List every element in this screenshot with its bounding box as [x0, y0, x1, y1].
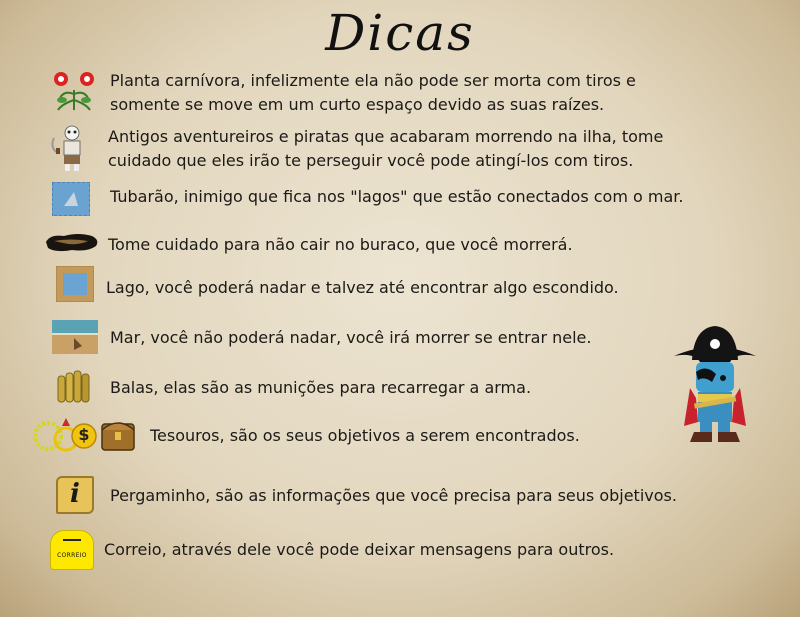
tip-scroll-text: Pergaminho, são as informações que você precisa para seus objetivos. — [110, 486, 677, 505]
pirate-character-illustration — [670, 322, 760, 446]
shark-tile-icon — [52, 182, 90, 216]
coin-dollar-label: $ — [78, 425, 90, 444]
tip-skeleton-text: Antigos aventureiros e piratas que acabaram morrendo na ilha, tome cuidado que eles irão te perseguir você pode atingí-los com tiros. — [108, 127, 664, 170]
lake-tile-icon — [56, 266, 94, 302]
tip-hole-text: Tome cuidado para não cair no buraco, que você morrerá. — [108, 235, 573, 254]
skeleton-pirate-icon — [48, 124, 94, 172]
tip-bullets-text: Balas, elas são as munições para recarregar a arma. — [110, 378, 532, 397]
carnivorous-plant-icon — [52, 70, 96, 112]
tip-mailbox-text: Correio, através dele você pode deixar mensagens para outros. — [104, 540, 615, 559]
treasure-icon — [32, 414, 140, 454]
mailbox-label: CORREIO — [57, 552, 87, 559]
tip-treasure-text: Tesouros, são os seus objetivos a serem encontrados. — [150, 426, 580, 445]
tip-shark-text: Tubarão, inimigo que fica nos "lagos" que estão conectados com o mar. — [110, 187, 684, 206]
page-title: Dicas — [325, 4, 475, 62]
scroll-info-icon — [56, 476, 94, 514]
mailbox-icon — [50, 530, 94, 570]
hole-icon — [44, 232, 100, 254]
tip-plant-text: Planta carnívora, infelizmente ela não pode ser morta com tiros e somente se move em um curto espaço devido as suas raízes. — [110, 71, 636, 114]
sea-tile-icon — [52, 320, 98, 354]
mailbox-slot — [63, 539, 81, 541]
scroll-info-letter: i — [70, 479, 80, 509]
bullets-icon — [56, 368, 92, 406]
tip-lake-text: Lago, você poderá nadar e talvez até encontrar algo escondido. — [106, 278, 619, 297]
tip-sea-text: Mar, você não poderá nadar, você irá morrer se entrar nele. — [110, 328, 592, 347]
